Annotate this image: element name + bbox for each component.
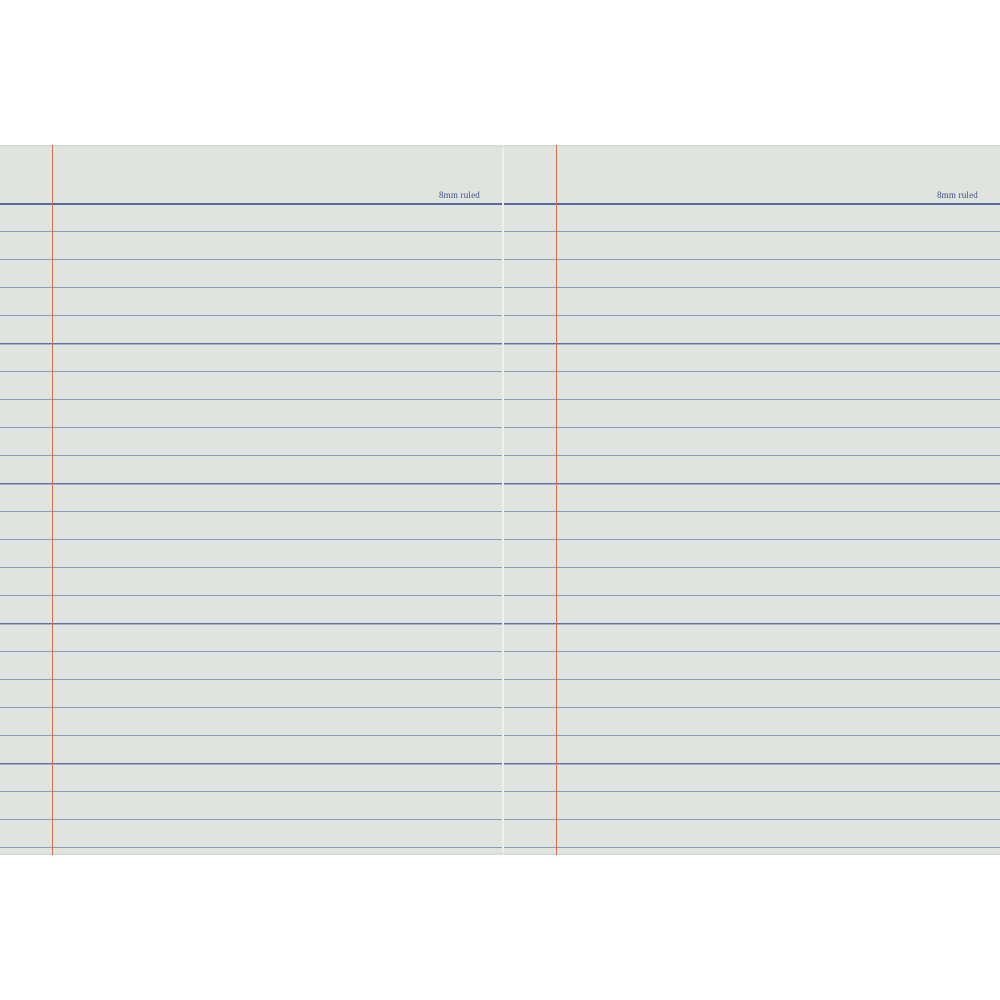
ruled-line <box>502 595 1000 596</box>
ruled-line <box>502 399 1000 400</box>
ruled-line <box>502 567 1000 568</box>
ruled-line <box>0 651 502 652</box>
ruled-line <box>502 231 1000 232</box>
ruled-line <box>502 847 1000 848</box>
header-rule <box>502 203 1000 205</box>
ruled-line <box>0 567 502 568</box>
ruled-line <box>0 763 502 764</box>
ruled-line <box>502 483 1000 484</box>
page-gutter <box>502 145 504 855</box>
ruled-line <box>502 735 1000 736</box>
ruled-line <box>0 707 502 708</box>
ruled-line <box>502 287 1000 288</box>
notebook-page-left <box>0 145 502 855</box>
ruled-line <box>0 399 502 400</box>
ruled-line <box>0 735 502 736</box>
ruled-line <box>0 287 502 288</box>
ruled-line <box>0 231 502 232</box>
ruled-lines-left <box>0 145 502 855</box>
rule-label-right: 8mm ruled <box>936 190 978 200</box>
ruled-line <box>0 427 502 428</box>
ruled-line <box>502 427 1000 428</box>
ruled-line <box>502 763 1000 764</box>
ruled-line <box>0 315 502 316</box>
ruled-line <box>0 259 502 260</box>
ruled-line <box>0 371 502 372</box>
header-rule <box>0 203 502 205</box>
ruled-line <box>502 791 1000 792</box>
rule-label-left: 8mm ruled <box>438 190 480 200</box>
ruled-line <box>502 455 1000 456</box>
ruled-line <box>0 791 502 792</box>
ruled-line <box>0 343 502 344</box>
ruled-line <box>0 483 502 484</box>
ruled-line <box>0 819 502 820</box>
ruled-line <box>502 315 1000 316</box>
ruled-line <box>502 371 1000 372</box>
ruled-line <box>0 539 502 540</box>
ruled-line <box>502 343 1000 344</box>
ruled-line <box>502 623 1000 624</box>
ruled-line <box>0 679 502 680</box>
ruled-line <box>0 847 502 848</box>
ruled-line <box>502 539 1000 540</box>
ruled-line <box>0 623 502 624</box>
ruled-line <box>0 595 502 596</box>
ruled-line <box>502 651 1000 652</box>
ruled-lines-right <box>502 145 1000 855</box>
ruled-line <box>502 259 1000 260</box>
ruled-line <box>0 455 502 456</box>
ruled-line <box>502 511 1000 512</box>
ruled-line <box>502 707 1000 708</box>
notebook-page-right <box>502 145 1000 855</box>
ruled-line <box>0 511 502 512</box>
notebook-spread <box>0 145 1000 855</box>
margin-rule-right <box>556 145 557 855</box>
ruled-line <box>502 679 1000 680</box>
margin-rule-left <box>52 145 53 855</box>
ruled-line <box>502 819 1000 820</box>
